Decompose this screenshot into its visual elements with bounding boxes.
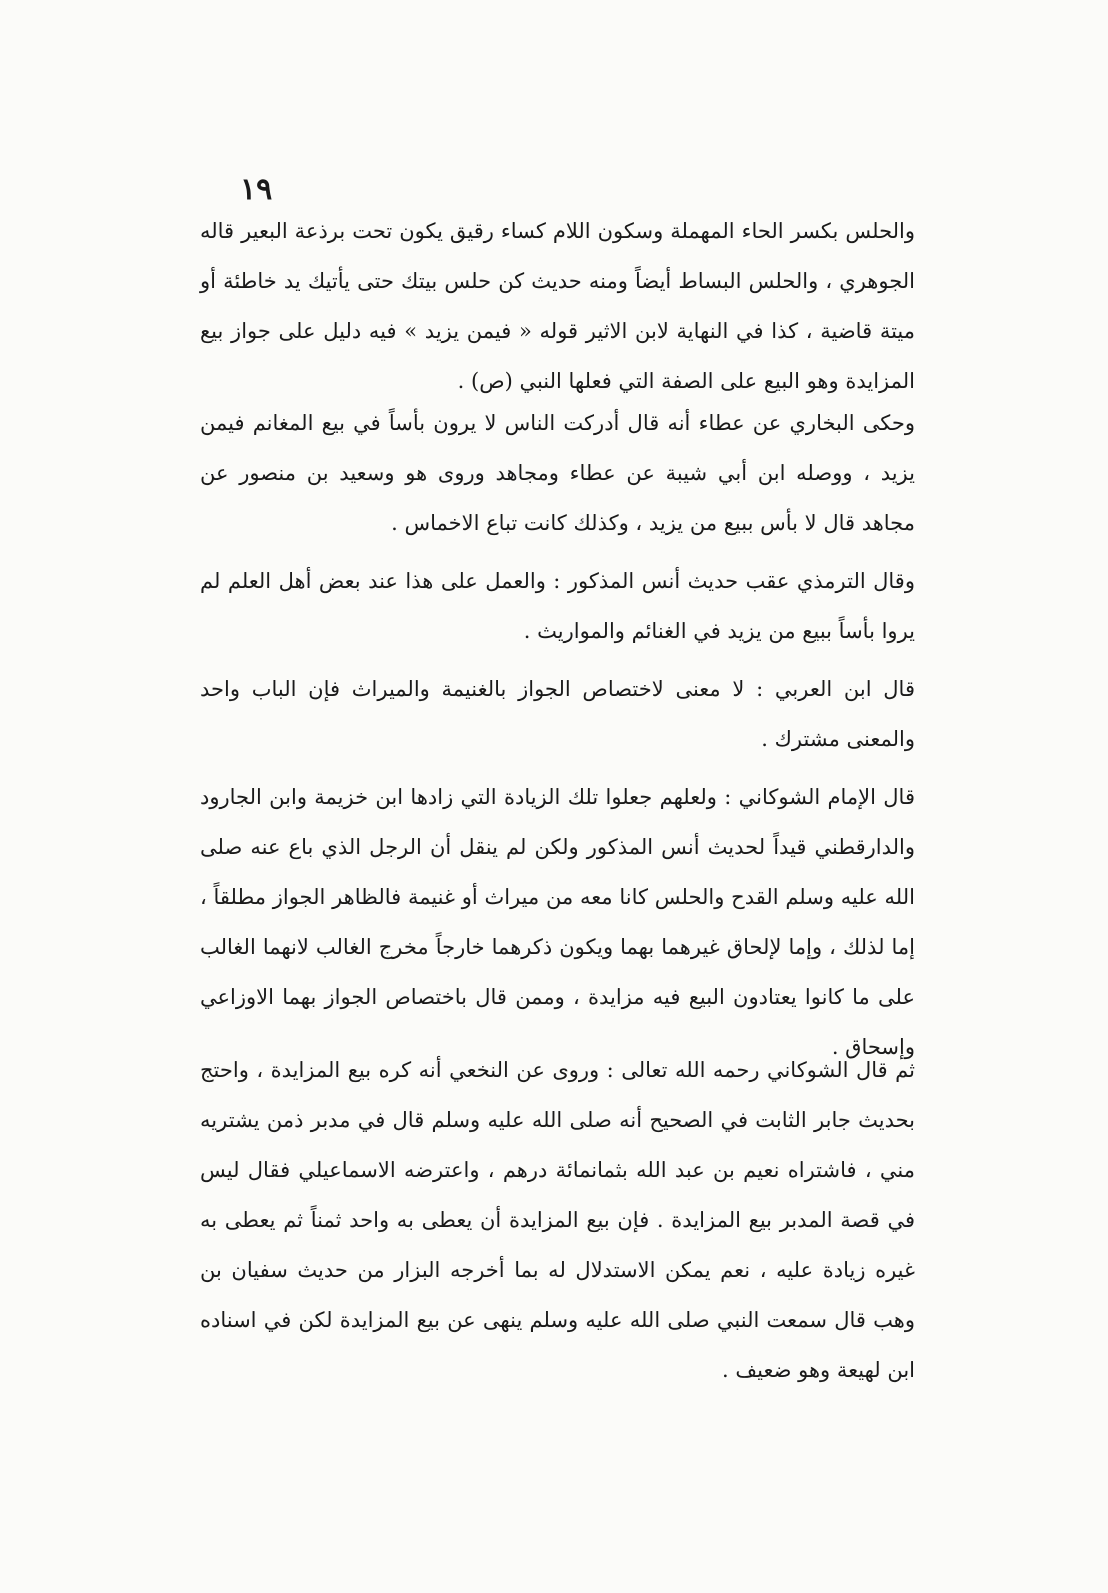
paragraph-3 — [200, 556, 915, 656]
paragraph-5 — [200, 772, 915, 1072]
paragraph-1 — [200, 206, 915, 406]
paragraph-text: وحكى البخاري عن عطاء أنه قال أدركت الناس لا يرون بأساً في بيع المغانم فيمن يزيد ، ووصله ابن أبي شيبة عن عطاء ومجاهد وروى هو وسعيد بن منصور عن مجاهد قال لا بأس ببيع من يزيد ، وكذلك كانت تباع الاخماس . — [200, 411, 915, 535]
paragraph-2 — [200, 398, 915, 548]
paragraph-text: وقال الترمذي عقب حديث أنس المذكور : والعمل على هذا عند بعض أهل العلم لم يروا بأساً ببيع من يزيد في الغنائم والمواريث . — [200, 569, 915, 643]
page-number: ١٩ — [240, 172, 273, 207]
paragraph-text: والحلس بكسر الحاء المهملة وسكون اللام كساء رقيق يكون تحت برذعة البعير قاله الجوهري ، والحلس البساط أيضاً ومنه حديث كن حلس بيتك حتى يأتيك يد خاطئة أو ميتة قاضية ، كذا في النهاية لابن الاثير قوله « فيمن يزيد » فيه دليل على جواز بيع المزايدة وهو البيع على الصفة التي فعلها النبي (ص) . — [200, 219, 915, 393]
paragraph-6 — [200, 1045, 915, 1395]
paragraph-text: ثم قال الشوكاني رحمه الله تعالى : وروى عن النخعي أنه كره بيع المزايدة ، واحتج بحديث جابر الثابت في الصحيح أنه صلى الله عليه وسلم قال في مدبر ذمن يشتريه مني ، فاشتراه نعيم بن عبد الله بثمانمائة درهم ، واعترضه الاسماعيلي فقال ليس في قصة المدبر بيع المزايدة . فإن بيع المزايدة أن يعطى به واحد ثمناً ثم يعطى به غيره زيادة عليه ، نعم يمكن الاستدلال له بما أخرجه البزار من حديث سفيان بن وهب قال سمعت النبي صلى الله عليه وسلم ينهى عن بيع المزايدة لكن في اسناده ابن لهيعة وهو ضعيف . — [200, 1058, 915, 1382]
paragraph-4 — [200, 664, 915, 764]
paragraph-text: قال الإمام الشوكاني : ولعلهم جعلوا تلك الزيادة التي زادها ابن خزيمة وابن الجارود والدارقطني قيداً لحديث أنس المذكور ولكن لم ينقل أن الرجل الذي باع عنه صلى الله عليه وسلم القدح والحلس كانا معه من ميراث أو غنيمة فالظاهر الجواز مطلقاً ، إما لذلك ، وإما لإلحاق غيرهما بهما ويكون ذكرهما خارجاً مخرج الغالب لانهما الغالب على ما كانوا يعتادون البيع فيه مزايدة ، وممن قال باختصاص الجواز بهما الاوزاعي وإسحاق . — [200, 785, 915, 1059]
paragraph-text: قال ابن العربي : لا معنى لاختصاص الجواز بالغنيمة والميراث فإن الباب واحد والمعنى مشترك . — [200, 677, 915, 751]
